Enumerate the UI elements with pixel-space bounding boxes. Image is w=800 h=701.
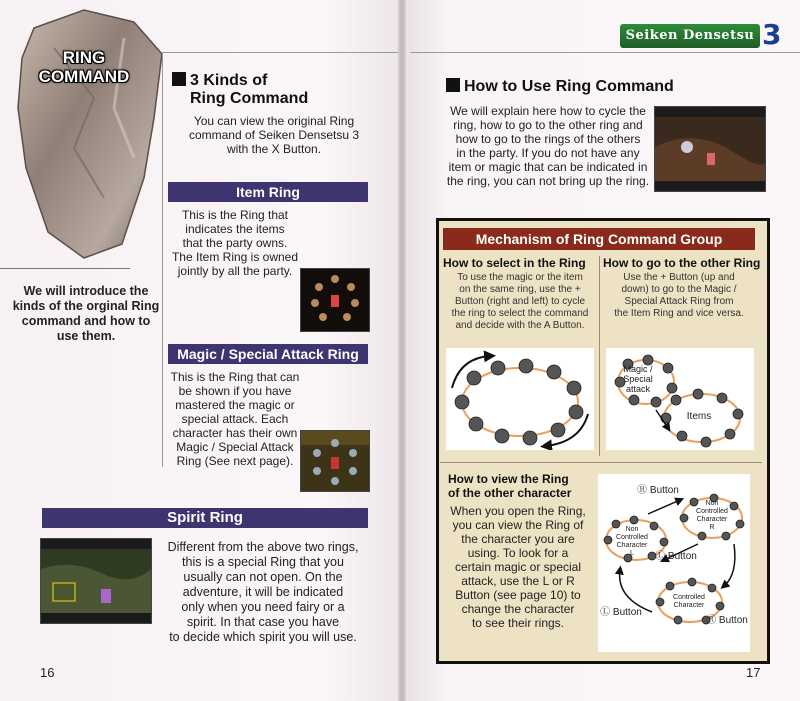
page-number-right: 17 xyxy=(746,665,761,680)
how-to-line: in the party. If you do not have any xyxy=(456,146,640,160)
game-logo: Seiken Densetsu xyxy=(620,24,760,48)
magic-label-line: Magic / xyxy=(623,364,653,374)
how-to-line: item or magic that can be indicated in xyxy=(448,160,648,174)
kinds-title-line-2: Ring Command xyxy=(190,90,309,107)
rock-title xyxy=(24,48,144,86)
spirit-ring-line: this is a special Ring that you xyxy=(182,555,344,569)
select-line: Button (right and left) to cycle xyxy=(454,296,586,307)
mechanism-title: Mechanism of Ring Command Group xyxy=(443,228,755,250)
controlled-line: Character xyxy=(673,602,705,609)
header-rule-left xyxy=(162,52,398,53)
how-to-body xyxy=(440,104,656,188)
nc-r-line: Non xyxy=(705,500,719,507)
game-logo-number: 3 xyxy=(762,18,782,51)
r-button-label-2: Ⓡ Button xyxy=(706,615,748,626)
select-line: and decide with the A Button. xyxy=(455,320,585,331)
kinds-title-line-1: 3 Kinds of xyxy=(190,72,268,89)
header-rule-right xyxy=(410,52,800,53)
other-char-title-line: of the other character xyxy=(448,486,572,500)
other-char-title xyxy=(448,472,571,500)
other-char-line: certain magic or special xyxy=(454,560,582,574)
nc-r-line: Controlled xyxy=(696,508,728,515)
select-body xyxy=(443,272,597,332)
item-ring-screenshot xyxy=(300,268,370,332)
magic-ring-line: be shown if you have xyxy=(178,384,292,398)
other-ring-line: Special Attack Ring from xyxy=(624,296,734,307)
book-spine xyxy=(398,0,406,701)
other-char-line: attack, use the L or R xyxy=(461,574,575,588)
magic-ring-screenshot xyxy=(300,430,370,492)
magic-ring-title: Magic / Special Attack Ring xyxy=(168,344,368,364)
items-ring-label: Items xyxy=(686,411,712,422)
select-title: How to select in the Ring xyxy=(443,256,586,270)
other-char-line: using. To look for a xyxy=(467,546,569,560)
how-to-line: ring, how to go to the other ring and xyxy=(453,118,643,132)
magic-ring-line: character has their own xyxy=(172,426,298,440)
mechanism-rule xyxy=(440,462,762,463)
spirit-ring-line: only when you need fairy or a xyxy=(181,600,345,614)
controlled-character-label xyxy=(664,594,714,610)
r-button-label: Ⓡ Button xyxy=(637,485,679,496)
spirit-ring-line: Different from the above two rings, xyxy=(167,540,359,554)
other-char-body xyxy=(442,504,594,630)
intro-divider xyxy=(0,268,130,269)
magic-ring-label xyxy=(618,364,658,394)
item-ring-title: Item Ring xyxy=(168,182,368,202)
other-ring-body xyxy=(603,272,755,320)
other-ring-line: the Item Ring and vice versa. xyxy=(614,308,744,319)
non-controlled-l-label xyxy=(610,526,654,558)
magic-ring-line: mastered the magic or xyxy=(175,398,295,412)
column-rule xyxy=(162,52,163,467)
select-line: To use the magic or the item xyxy=(457,272,583,283)
square-bullet-icon xyxy=(446,78,460,92)
nc-l-line: Character xyxy=(616,542,648,549)
rock-icon xyxy=(14,8,166,262)
item-ring-line: that the party owns. xyxy=(182,236,288,250)
rock-title-line-2: COMMAND xyxy=(38,67,130,86)
other-char-line: to see their rings. xyxy=(471,616,565,630)
nc-l-line: Non xyxy=(625,526,639,533)
other-ring-title: How to go to the other Ring xyxy=(603,256,761,270)
nc-r-line: Character xyxy=(696,516,728,523)
select-ring-diagram xyxy=(446,348,594,450)
intro-text: We will introduce the kinds of the orginal Ring command and how to use them. xyxy=(12,284,160,343)
other-ring-line: down) to go to the Magic / xyxy=(621,284,737,295)
item-ring-line: indicates the items xyxy=(185,222,285,236)
magic-ring-line: Magic / Special Attack xyxy=(176,440,294,454)
magic-ring-line: This is the Ring that can xyxy=(170,370,300,384)
spirit-ring-line: spirit. In that case you have xyxy=(186,615,340,629)
how-to-line: We will explain here how to cycle the xyxy=(450,104,646,118)
other-char-line: the character you are xyxy=(461,532,575,546)
page-number-left: 16 xyxy=(40,665,55,680)
other-char-title-line: How to view the Ring xyxy=(448,472,569,486)
nc-r-line: R xyxy=(709,524,715,531)
spirit-ring-screenshot xyxy=(40,538,152,624)
spirit-ring-line: usually can not open. On the xyxy=(183,570,343,584)
kinds-body: You can view the original Ring command of Seiken Densetsu 3 with the X Button. xyxy=(188,114,360,156)
item-ring-body xyxy=(164,208,306,278)
how-to-line: the ring, you can not bring up the ring. xyxy=(446,174,650,188)
l-button-label-1: Ⓛ Button xyxy=(655,551,697,562)
select-line: on the same ring, use the + xyxy=(459,284,581,295)
select-line: the ring to select the command xyxy=(451,308,589,319)
spirit-ring-line: adventure, it will be indicated xyxy=(182,585,344,599)
item-ring-line: jointly by all the party. xyxy=(177,264,293,278)
item-ring-line: The Item Ring is owned xyxy=(171,250,299,264)
other-char-line: change the character xyxy=(461,602,575,616)
other-char-line: When you open the Ring, xyxy=(450,504,586,518)
magic-label-line: attack xyxy=(625,384,650,394)
other-char-line: Button (see page 10) to xyxy=(455,588,581,602)
magic-ring-body xyxy=(164,370,306,468)
nc-l-line: L xyxy=(630,550,634,557)
rock-title-line-1: RING xyxy=(62,48,106,67)
kinds-title xyxy=(172,72,308,108)
magic-label-line: Special xyxy=(623,374,653,384)
item-ring-line: This is the Ring that xyxy=(181,208,289,222)
how-to-title-text: How to Use Ring Command xyxy=(464,78,674,95)
spirit-ring-line: to decide which spirit you will use. xyxy=(169,630,357,644)
spirit-ring-title: Spirit Ring xyxy=(42,508,368,528)
mechanism-divider xyxy=(599,256,600,456)
nc-l-line: Controlled xyxy=(616,534,648,541)
how-to-screenshot xyxy=(654,106,766,192)
l-button-label-2: Ⓛ Button xyxy=(600,607,642,618)
magic-ring-line: special attack. Each xyxy=(181,412,289,426)
other-char-line: you can view the Ring of xyxy=(452,518,584,532)
how-to-line: how to go to the rings of the others xyxy=(455,132,641,146)
spirit-ring-body xyxy=(158,540,368,645)
controlled-line: Controlled xyxy=(673,594,705,601)
other-ring-line: Use the + Button (up and xyxy=(623,272,735,283)
how-to-title xyxy=(446,78,674,96)
magic-ring-line: Ring (See next page). xyxy=(176,454,294,468)
non-controlled-r-label xyxy=(690,500,734,532)
square-bullet-icon xyxy=(172,72,186,86)
